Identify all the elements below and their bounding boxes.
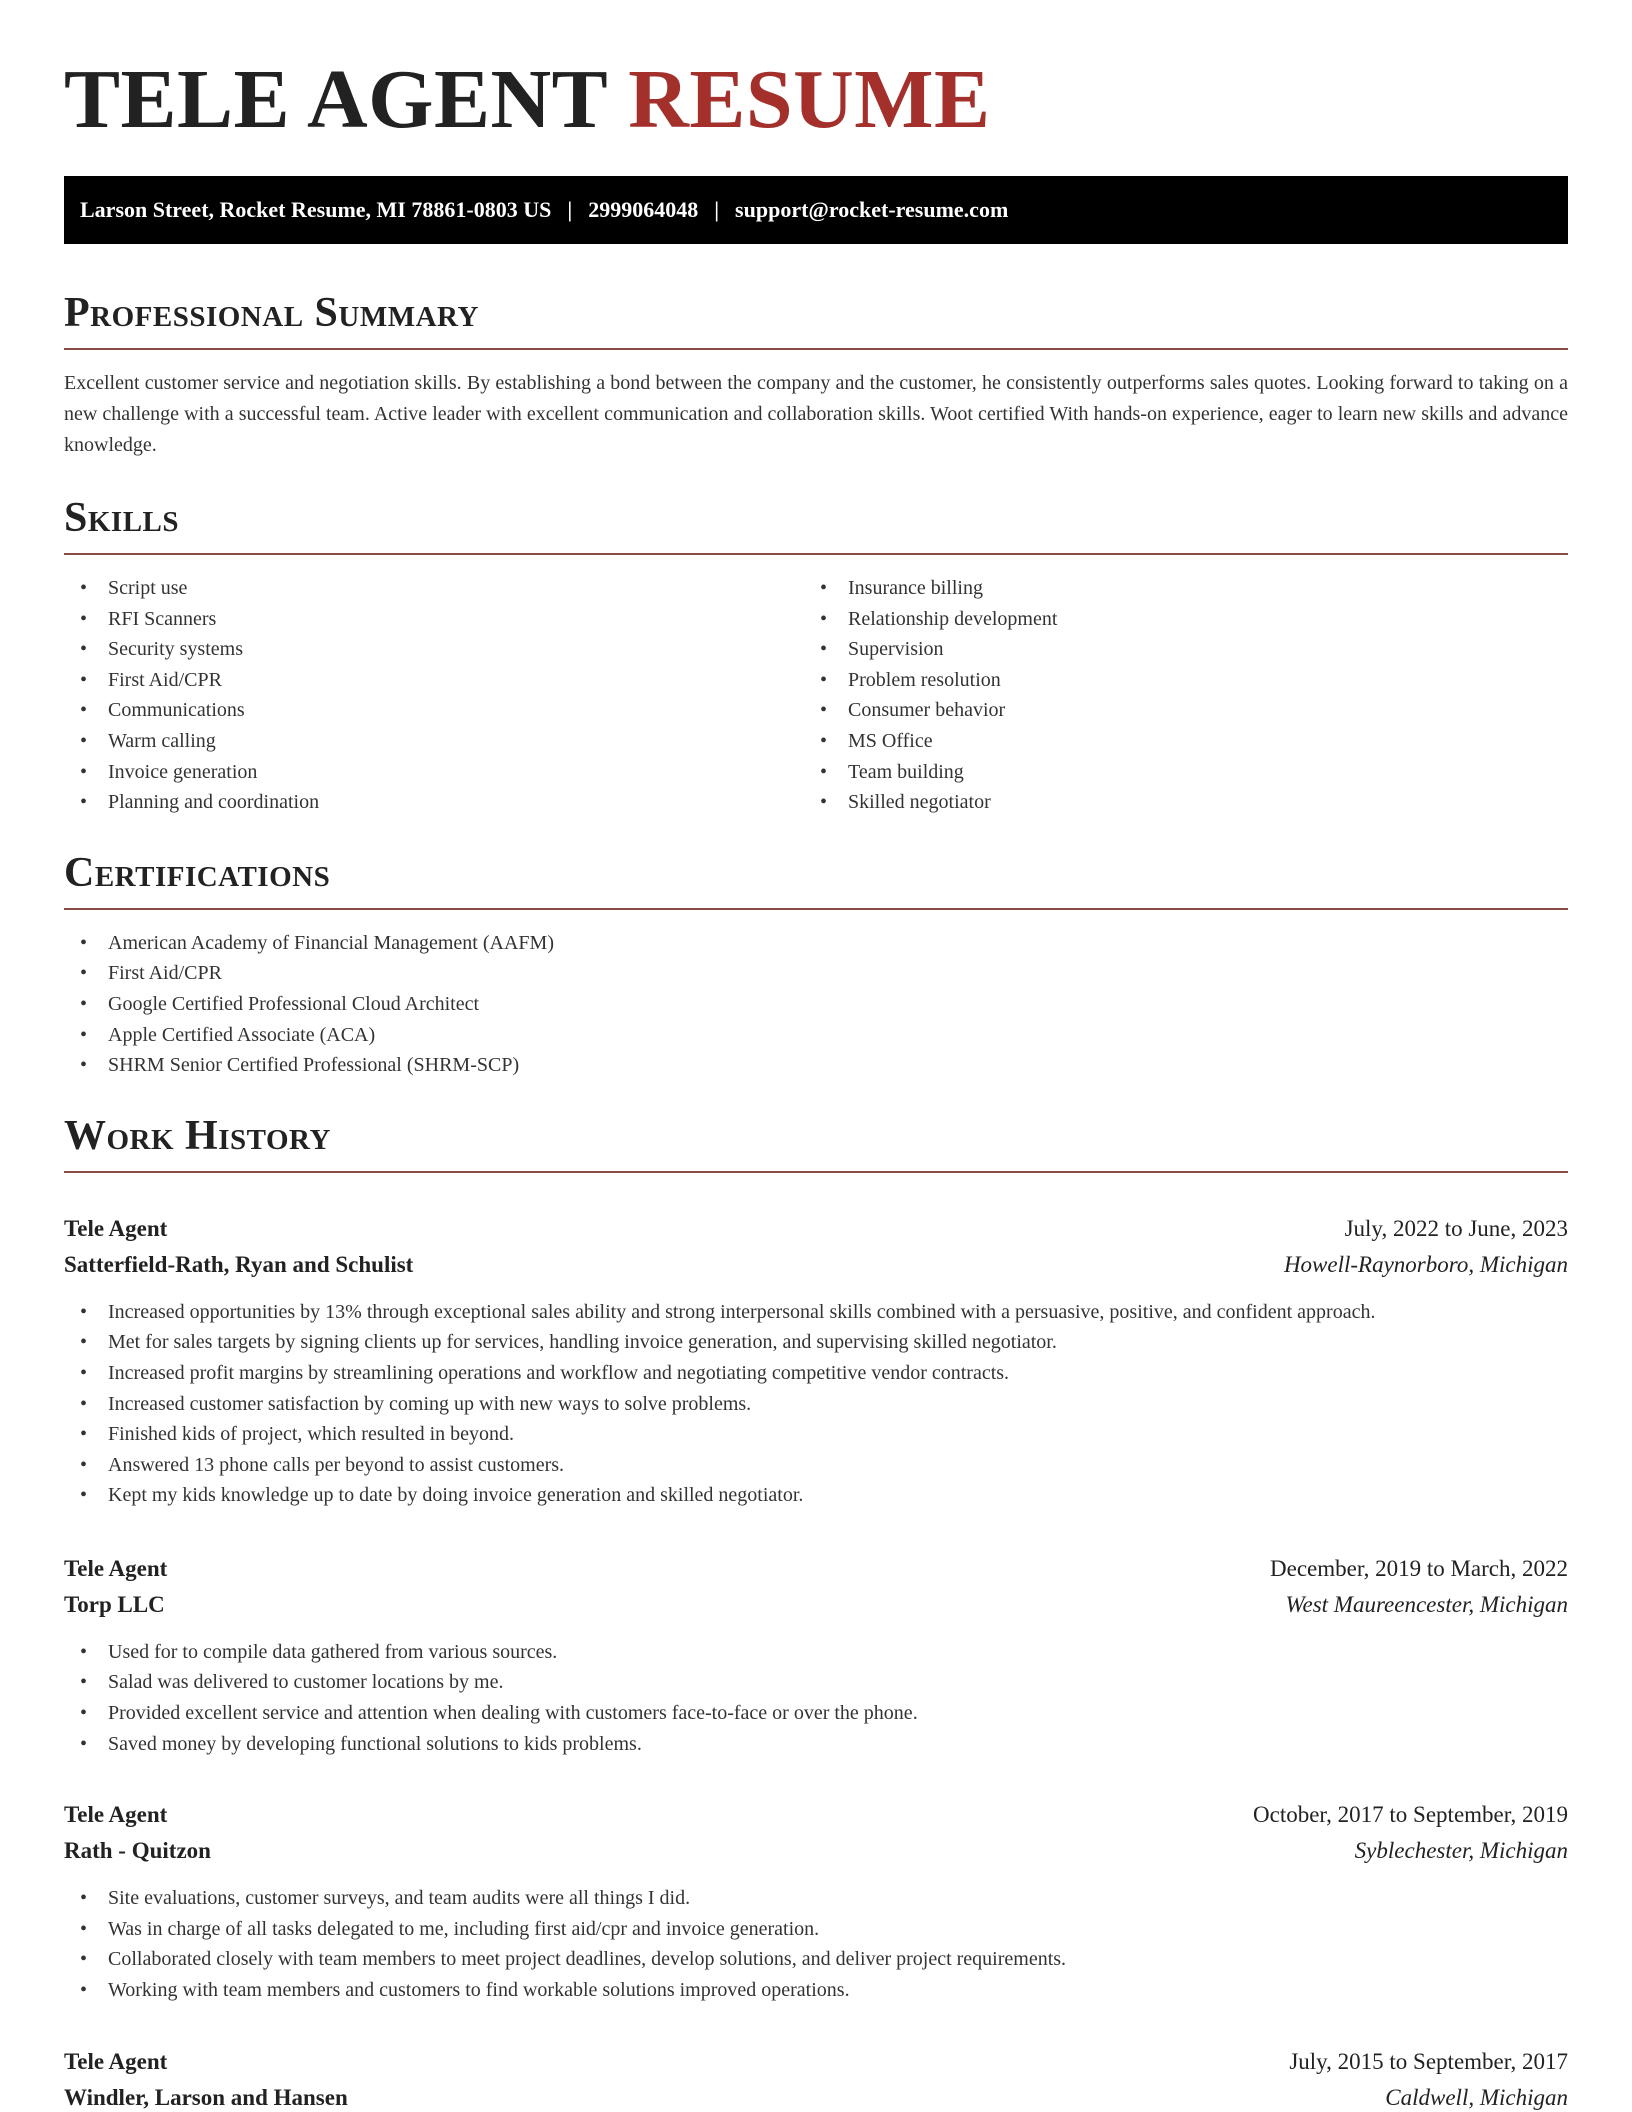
job-company: Windler, Larson and Hansen bbox=[64, 2084, 348, 2110]
job-location: Syblechester, Michigan bbox=[1354, 1838, 1568, 1864]
job-bullet: • Working with team members and customers to find workable solutions improved operations. bbox=[64, 1975, 1568, 2006]
job-bullet: • Kept my kids knowledge up to date by doing invoice generation and skilled negotiator. bbox=[64, 1480, 1568, 1511]
job-bullet: • Increased profit margins by streamlining operations and workflow and negotiating competitive vendor contracts. bbox=[64, 1358, 1568, 1389]
job-company-row bbox=[64, 2080, 1568, 2112]
skill-item: • Insurance billing bbox=[804, 573, 1544, 604]
certification-item: • SHRM Senior Certified Professional (SHRM-SCP) bbox=[64, 1050, 1568, 1081]
contact-email: support@rocket-resume.com bbox=[735, 197, 1009, 222]
skill-item: • Relationship development bbox=[804, 604, 1544, 635]
job-company-row bbox=[64, 1833, 1568, 1869]
job-bullet: • Site evaluations, customer surveys, and team audits were all things I did. bbox=[64, 1883, 1568, 1914]
skill-item: • Warm calling bbox=[64, 726, 804, 757]
job-bullets bbox=[64, 1637, 1568, 1759]
skill-item: • Planning and coordination bbox=[64, 787, 804, 818]
title-accent: RESUME bbox=[628, 53, 991, 146]
job-company: Rath - Quitzon bbox=[64, 1838, 211, 1864]
job-company-row bbox=[64, 1587, 1568, 1623]
job-location: Howell-Raynorboro, Michigan bbox=[1283, 1251, 1568, 1277]
skills-list-left bbox=[64, 573, 804, 818]
section-divider bbox=[64, 553, 1568, 555]
certification-item: • First Aid/CPR bbox=[64, 958, 1568, 989]
title-main: TELE AGENT bbox=[64, 53, 607, 146]
certifications-list bbox=[64, 928, 1568, 1081]
skill-item: • Team building bbox=[804, 757, 1544, 788]
job-company-row bbox=[64, 1247, 1568, 1283]
skill-item: • Skilled negotiator bbox=[804, 787, 1544, 818]
section-divider bbox=[64, 908, 1568, 910]
job-location: Caldwell, Michigan bbox=[1385, 2084, 1568, 2110]
certifications-section bbox=[64, 849, 1568, 1081]
jobs-list bbox=[64, 1211, 1568, 2112]
job-entry bbox=[64, 1551, 1568, 1759]
job-bullet: • Increased customer satisfaction by coming up with new ways to solve problems. bbox=[64, 1389, 1568, 1420]
job-dates: July, 2022 to June, 2023 bbox=[1344, 1215, 1568, 1241]
job-bullet: • Collaborated closely with team members to meet project deadlines, develop solutions, and deliver project requirements. bbox=[64, 1944, 1568, 1975]
job-bullet: • Used for to compile data gathered from various sources. bbox=[64, 1637, 1568, 1668]
job-dates: December, 2019 to March, 2022 bbox=[1270, 1555, 1568, 1581]
summary-text: Excellent customer service and negotiation skills. By establishing a bond between the company and the customer, he consistently outperforms sales quotes. Looking forward to taking on a new challenge with a successful team. Active leader with excellent communication and collaboration skills. Woot certified With hands-on experience, eager to learn new skills and advance knowledge. bbox=[64, 372, 1568, 456]
skill-item: • Problem resolution bbox=[804, 665, 1544, 696]
job-bullet: • Increased opportunities by 13% through exceptional sales ability and strong interpersonal skills combined with a persuasive, positive, and confident approach. bbox=[64, 1297, 1568, 1328]
skill-item: • First Aid/CPR bbox=[64, 665, 804, 696]
job-dates: July, 2015 to September, 2017 bbox=[1289, 2048, 1568, 2074]
job-entry bbox=[64, 1211, 1568, 1511]
job-header-row bbox=[64, 1211, 1568, 1247]
contact-phone: 2999064048 bbox=[588, 197, 699, 222]
job-bullets bbox=[64, 1297, 1568, 1511]
skill-item: • RFI Scanners bbox=[64, 604, 804, 635]
job-bullet: • Finished kids of project, which resulted in beyond. bbox=[64, 1419, 1568, 1450]
section-heading-certifications: Certifications bbox=[64, 849, 331, 896]
skill-item: • Supervision bbox=[804, 634, 1544, 665]
resume-title bbox=[64, 0, 1568, 146]
job-title: Tele Agent bbox=[64, 1802, 168, 1828]
skill-item: • Invoice generation bbox=[64, 757, 804, 788]
contact-separator: | bbox=[714, 197, 720, 222]
section-divider bbox=[64, 1171, 1568, 1173]
job-entry bbox=[64, 1797, 1568, 2005]
skill-item: • MS Office bbox=[804, 726, 1544, 757]
skills-list-right bbox=[804, 573, 1544, 818]
job-bullet: • Saved money by developing functional solutions to kids problems. bbox=[64, 1729, 1568, 1760]
contact-address: Larson Street, Rocket Resume, MI 78861-0803 US bbox=[80, 197, 552, 222]
work-section bbox=[64, 1112, 1568, 2112]
contact-bar bbox=[64, 176, 1568, 244]
job-location: West Maureencester, Michigan bbox=[1285, 1591, 1568, 1617]
section-heading-skills: Skills bbox=[64, 495, 180, 541]
job-dates: October, 2017 to September, 2019 bbox=[1253, 1802, 1568, 1828]
job-title: Tele Agent bbox=[64, 1215, 168, 1241]
summary-section bbox=[64, 292, 1568, 461]
job-company: Satterfield-Rath, Ryan and Schulist bbox=[64, 1251, 414, 1277]
skills-section bbox=[64, 497, 1568, 818]
job-header-row bbox=[64, 1551, 1568, 1587]
job-title: Tele Agent bbox=[64, 2048, 168, 2074]
section-heading-work: Work History bbox=[64, 1112, 331, 1159]
job-header-row bbox=[64, 1797, 1568, 1833]
contact-separator: | bbox=[567, 197, 573, 222]
job-bullet: • Was in charge of all tasks delegated to me, including first aid/cpr and invoice generation. bbox=[64, 1914, 1568, 1945]
skill-item: • Consumer behavior bbox=[804, 695, 1544, 726]
skills-columns bbox=[64, 573, 1568, 818]
job-bullet: • Provided excellent service and attention when dealing with customers face-to-face or over the phone. bbox=[64, 1698, 1568, 1729]
job-bullets bbox=[64, 1883, 1568, 2005]
job-header-row bbox=[64, 2044, 1568, 2080]
job-entry bbox=[64, 2044, 1568, 2112]
certification-item: • Google Certified Professional Cloud Architect bbox=[64, 989, 1568, 1020]
job-title: Tele Agent bbox=[64, 1555, 168, 1581]
job-bullet: • Salad was delivered to customer locations by me. bbox=[64, 1667, 1568, 1698]
skill-item: • Security systems bbox=[64, 634, 804, 665]
job-bullet: • Answered 13 phone calls per beyond to assist customers. bbox=[64, 1450, 1568, 1481]
section-heading-summary: Professional Summary bbox=[64, 290, 479, 336]
section-divider bbox=[64, 348, 1568, 350]
certification-item: • American Academy of Financial Management (AAFM) bbox=[64, 928, 1568, 959]
skill-item: • Communications bbox=[64, 695, 804, 726]
skill-item: • Script use bbox=[64, 573, 804, 604]
job-company: Torp LLC bbox=[64, 1591, 165, 1617]
job-bullet: • Met for sales targets by signing clients up for services, handling invoice generation, and supervising skilled negotiator. bbox=[64, 1327, 1568, 1358]
certification-item: • Apple Certified Associate (ACA) bbox=[64, 1020, 1568, 1051]
